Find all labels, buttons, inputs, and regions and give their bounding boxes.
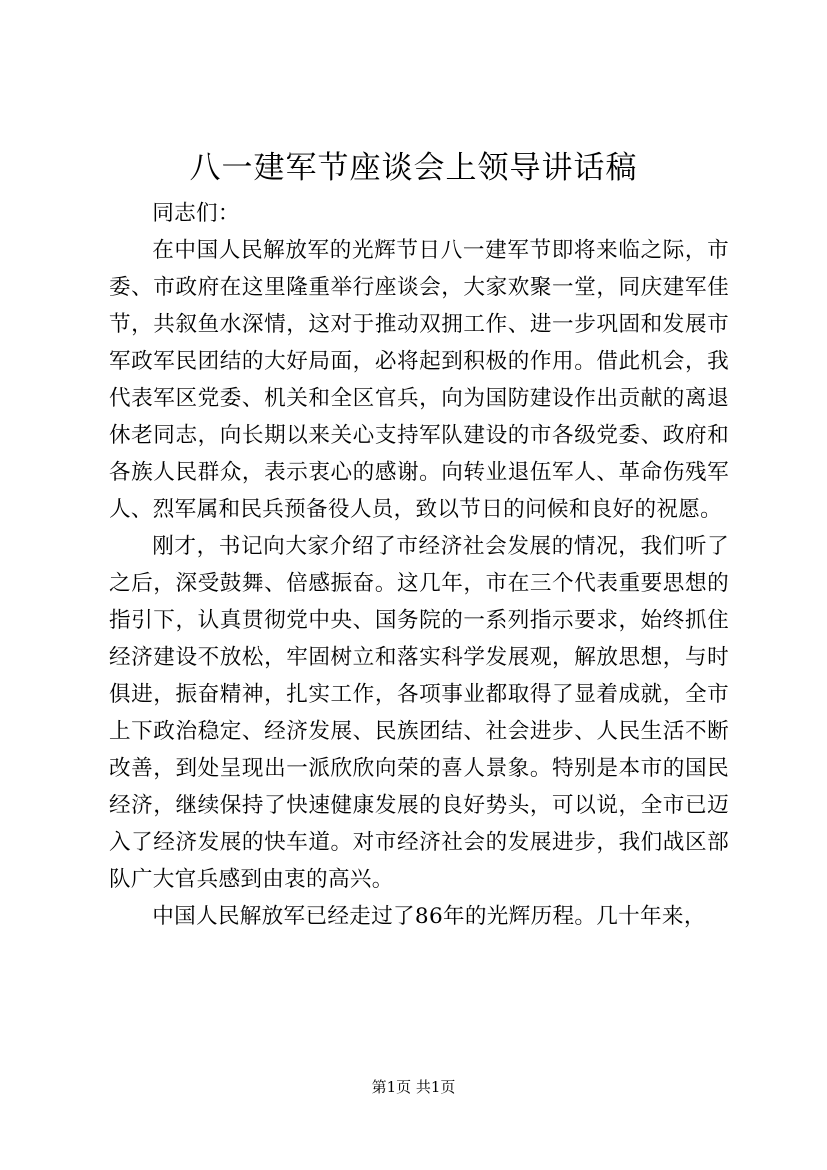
document-body (109, 195, 729, 935)
greeting: 同志们： (152, 201, 240, 226)
paragraph-2: 刚才，书记向大家介绍了市经济社会发展的情况，我们听了之后，深受鼓舞、倍感振奋。这几年，市在三个代表重要思想的指引下，认真贯彻党中央、国务院的一系列指示要求，始终抓住经济建设不放松，牢固树立和落实科学发展观，解放思想，与时俱进，振奋精神，扎实工作，各项事业都取得了显着成就，全市上下政治稳定、经济发展、民族团结、社会进步、人民生活不断改善，到处呈现出一派欣欣向荣的喜人景象。特别是本市的国民经济，继续保持了快速健康发展的良好势头，可以说，全市已迈入了经济发展的快车道。对市经济社会的发展进步，我们战区部队广大官兵感到由衷的高兴。 (109, 534, 729, 892)
paragraph-3: 中国人民解放军已经走过了86年的光辉历程。几十年来， (152, 904, 706, 929)
paragraph-1: 在中国人民解放军的光辉节日八一建军节即将来临之际，市委、市政府在这里隆重举行座谈会，大家欢聚一堂，同庆建军佳节，共叙鱼水深情，这对于推动双拥工作、进一步巩固和发展市军政军民团结的大好局面，必将起到积极的作用。借此机会，我代表军区党委、机关和全区官兵，向为国防建设作出贡献的离退休老同志，向长期以来关心支持军队建设的市各级党委、政府和各族人民群众，表示衷心的感谢。向转业退伍军人、革命伤残军人、烈军属和民兵预备役人员，致以节日的问候和良好的祝愿。 (109, 238, 729, 522)
page-footer: 第1页 共1页 (371, 1078, 456, 1096)
document-title: 八一建军节座谈会上领导讲话稿 (189, 150, 638, 186)
